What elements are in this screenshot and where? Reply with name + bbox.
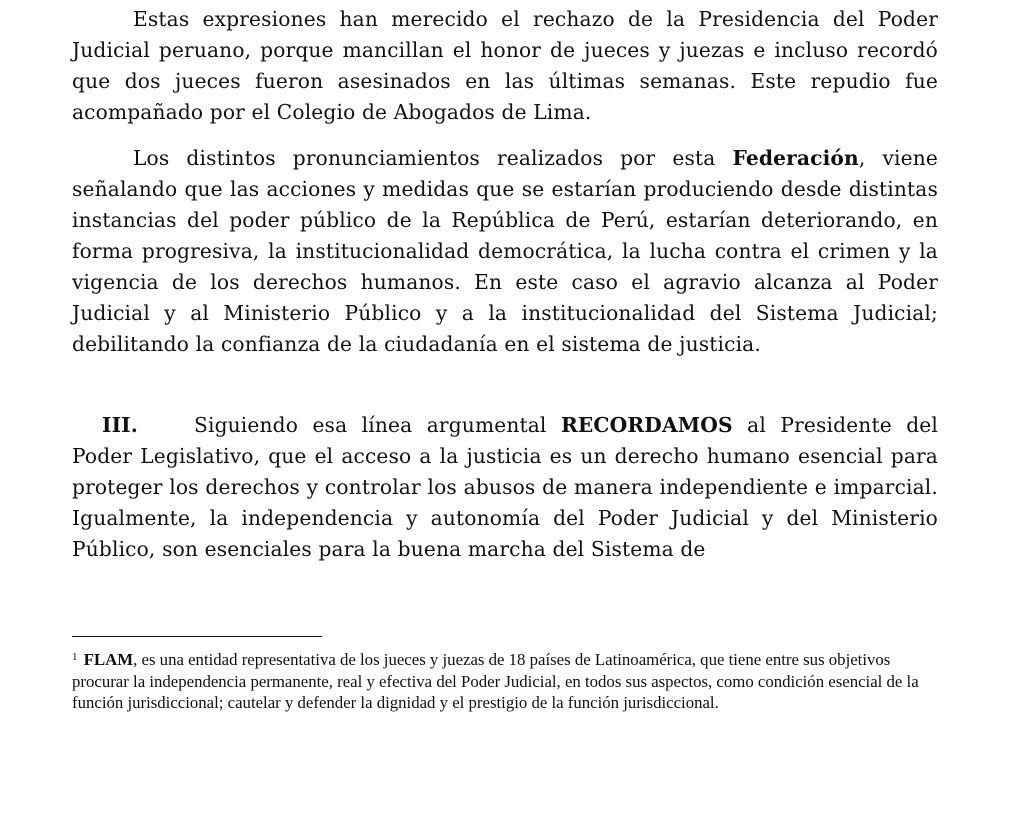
paragraph-rechazo-text: Estas expresiones han merecido el rechazo de la Presidencia del Poder Judicial peruano, porque mancillan el honor de jueces y juezas e incluso recordó que dos jueces fueron asesinados en las últimas semanas. Este repudio fue acompañado por el Colegio de Abogados de Lima. <box>72 7 938 124</box>
section-number: III. <box>102 413 138 437</box>
footnote-separator <box>72 636 322 637</box>
paragraph-rechazo <box>72 4 938 128</box>
paragraph-section-iii-text-end: al Presidente del Poder Legislativo, que el acceso a la justicia es un derecho humano esencial para proteger los derechos y controlar los abusos de manera independiente e imparcial. Igualmente, la independencia y autonomía del Poder Judicial y del Ministerio Público, son esenciales para la buena marcha del Sistema de <box>72 413 938 561</box>
footnote-flam-bold: FLAM <box>83 650 134 669</box>
paragraph-pronunciamientos-text-start: Los distintos pronunciamientos realizados por esta <box>133 146 733 170</box>
federacion-bold: Federación <box>732 146 859 170</box>
footnote-marker: 1 <box>72 651 78 663</box>
footnote <box>72 649 934 714</box>
recordamos-bold: RECORDAMOS <box>560 413 733 437</box>
paragraph-pronunciamientos <box>72 143 938 360</box>
paragraph-pronunciamientos-text-end: , viene señalando que las acciones y medidas que se estarían produciendo desde distintas instancias del poder público de la República de Perú, estarían deteriorando, en forma progresiva, la institucionalidad democrática, la lucha contra el crimen y la vigencia de los derechos humanos. En este caso el agravio alcanza al Poder Judicial y al Ministerio Público y a la institucionalidad del Sistema Judicial; debilitando la confianza de la ciudadanía en el sistema de justicia. <box>72 146 939 356</box>
paragraph-section-iii <box>72 410 938 565</box>
footnote-text: , es una entidad representativa de los jueces y juezas de 18 países de Latinoamérica, que tiene entre sus objetivos procurar la independencia permanente, real y efectiva del Poder Judicial, en todos sus aspectos, como condición esencial de la función jurisdiccional; cautelar y defender la dignidad y el prestigio de la función jurisdiccional. <box>72 650 919 712</box>
paragraph-section-iii-text-start: Siguiendo esa línea argumental <box>194 413 561 437</box>
document-page <box>72 4 938 565</box>
